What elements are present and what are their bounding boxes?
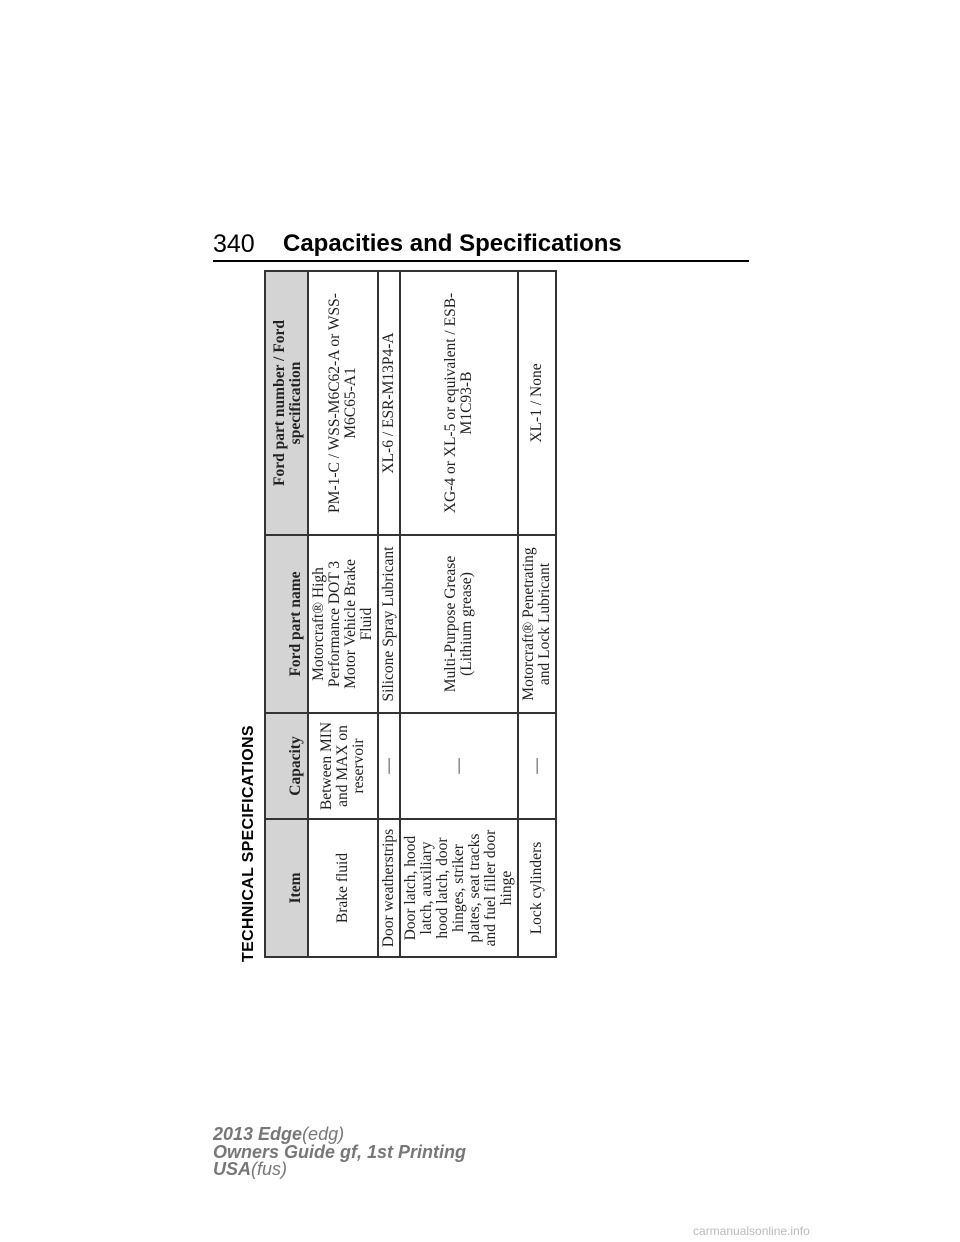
cell-part-name: Multi-Purpose Grease (Lithium grease) xyxy=(400,535,518,713)
cell-part-number: PM-1-C / WSS-M6C62-A or WSS-M6C65-A1 xyxy=(308,271,378,535)
cell-part-name: Motorcraft® Penetrating and Lock Lubricant xyxy=(518,535,556,713)
header-item: Item xyxy=(265,819,308,957)
header-rule xyxy=(213,260,749,262)
cell-part-number: XL-1 / None xyxy=(518,271,556,535)
table-header-row xyxy=(265,271,308,957)
footer-market-code: (fus) xyxy=(251,1159,288,1179)
cell-part-number: XL-6 / ESR-M13P4-A xyxy=(378,271,400,535)
footer-line-market xyxy=(213,1161,466,1179)
cell-capacity: — xyxy=(378,713,400,819)
watermark: carmanualsonline.info xyxy=(693,1224,810,1238)
page-title: Capacities and Specifications xyxy=(283,230,622,257)
footer-guide: Owners Guide gf, 1st Printing xyxy=(213,1141,467,1162)
spec-table xyxy=(264,270,557,958)
cell-capacity: — xyxy=(400,713,518,819)
table-row xyxy=(400,271,518,957)
table-row xyxy=(378,271,400,957)
cell-capacity: Between MIN and MAX on reservoir xyxy=(308,713,378,819)
cell-part-name: Motorcraft® High Performance DOT 3 Motor Vehicle Brake Fluid xyxy=(308,535,378,713)
section-title: TECHNICAL SPECIFICATIONS xyxy=(240,725,257,962)
cell-part-number: XG-4 or XL-5 or equivalent / ESB-M1C93-B xyxy=(400,271,518,535)
cell-capacity: — xyxy=(518,713,556,819)
cell-item: Brake fluid xyxy=(308,819,378,957)
footer-print-info xyxy=(213,1126,466,1179)
footer-market: USA xyxy=(213,1159,252,1179)
page-number: 340 xyxy=(213,230,255,258)
footer-model: 2013 Edge xyxy=(213,1124,303,1144)
header-capacity: Capacity xyxy=(265,713,308,819)
header-part-name: Ford part name xyxy=(265,535,308,713)
spec-table-container xyxy=(264,272,553,958)
cell-item: Lock cylinders xyxy=(518,819,556,957)
header-part-number: Ford part number / Ford specification xyxy=(265,271,308,535)
table-row xyxy=(518,271,556,957)
cell-item: Door weatherstrips xyxy=(378,819,400,957)
cell-item: Door latch, hood latch, auxiliary hood latch, door hinges, striker plates, seat tracks and fuel filler door hinge xyxy=(400,819,518,957)
footer-model-code: (edg) xyxy=(302,1124,345,1144)
table-row xyxy=(308,271,378,957)
cell-part-name: Silicone Spray Lubricant xyxy=(378,535,400,713)
